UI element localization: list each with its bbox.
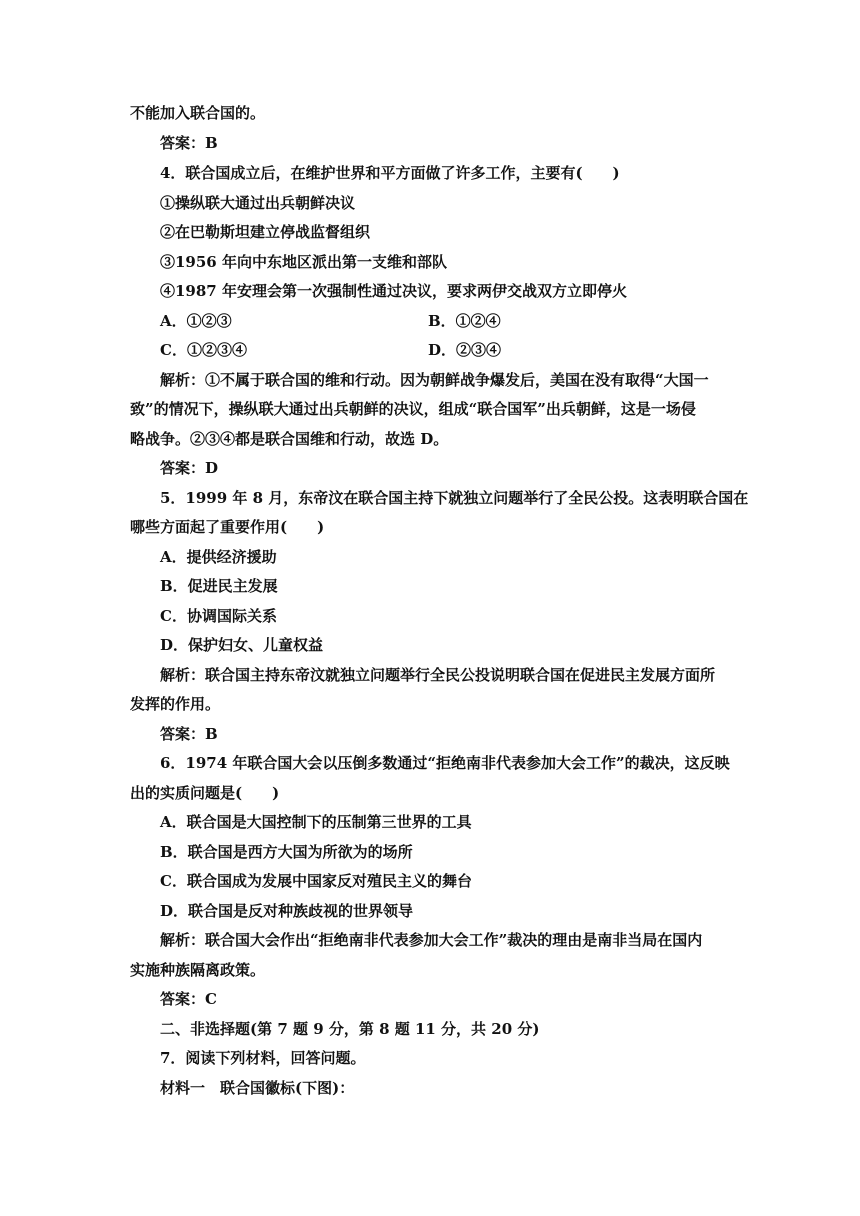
answer-line: 答案：B xyxy=(160,134,218,152)
question-4-item-4: ④1987 年安理会第一次强制性通过决议，要求两伊交战双方立即停火 xyxy=(160,282,627,300)
question-4-option-b: B．①②④ xyxy=(428,312,501,330)
question-5-stem: 5．1999 年 8 月，东帝汶在联合国主持下就独立问题举行了全民公投。这表明联合国在 xyxy=(160,489,749,507)
question-6-answer: 答案：C xyxy=(160,990,217,1008)
question-6-stem: 出的实质问题是( ) xyxy=(130,784,280,802)
question-5-stem: 哪些方面起了重要作用( ) xyxy=(130,518,325,536)
question-5-analysis: 发挥的作用。 xyxy=(130,695,221,713)
question-6-analysis: 实施种族隔离政策。 xyxy=(130,961,266,979)
section-heading: 二、非选择题(第 7 题 9 分，第 8 题 11 分，共 20 分) xyxy=(160,1020,540,1038)
question-4-analysis: 解析：①不属于联合国的维和行动。因为朝鲜战争爆发后，美国在没有取得“大国一 xyxy=(160,371,709,389)
question-5-option-d: D．保护妇女、儿童权益 xyxy=(160,636,324,654)
question-5-answer: 答案：B xyxy=(160,725,218,743)
question-4-item-1: ①操纵联大通过出兵朝鲜决议 xyxy=(160,194,356,212)
text-line: 不能加入联合国的。 xyxy=(130,104,266,122)
question-5-option-b: B．促进民主发展 xyxy=(160,577,278,595)
question-7-material-1: 材料一 联合国徽标(下图)： xyxy=(160,1079,355,1097)
question-4-answer: 答案：D xyxy=(160,459,219,477)
question-6-option-a: A．联合国是大国控制下的压制第三世界的工具 xyxy=(160,813,472,831)
question-6-stem: 6．1974 年联合国大会以压倒多数通过“拒绝南非代表参加大会工作”的裁决，这反映 xyxy=(160,754,730,772)
question-6-option-b: B．联合国是西方大国为所欲为的场所 xyxy=(160,843,413,861)
question-5-analysis: 解析：联合国主持东帝汶就独立问题举行全民公投说明联合国在促进民主发展方面所 xyxy=(160,666,716,684)
question-6-option-d: D．联合国是反对种族歧视的世界领导 xyxy=(160,902,414,920)
question-4-stem: 4．联合国成立后，在维护世界和平方面做了许多工作，主要有( ) xyxy=(160,164,620,182)
question-6-option-c: C．联合国成为发展中国家反对殖民主义的舞台 xyxy=(160,872,472,890)
question-6-analysis: 解析：联合国大会作出“拒绝南非代表参加大会工作”裁决的理由是南非当局在国内 xyxy=(160,931,703,949)
question-7-stem: 7．阅读下列材料，回答问题。 xyxy=(160,1049,366,1067)
question-4-analysis: 致”的情况下，操纵联大通过出兵朝鲜的决议，组成“联合国军”出兵朝鲜，这是一场侵 xyxy=(130,400,696,418)
question-5-option-c: C．协调国际关系 xyxy=(160,607,277,625)
question-4-option-a: A．①②③ xyxy=(160,312,232,330)
question-5-option-a: A．提供经济援助 xyxy=(160,548,277,566)
question-4-option-c: C．①②③④ xyxy=(160,341,247,359)
question-4-item-2: ②在巴勒斯坦建立停战监督组织 xyxy=(160,223,371,241)
question-4-option-d: D．②③④ xyxy=(428,341,502,359)
question-4-item-3: ③1956 年向中东地区派出第一支维和部队 xyxy=(160,253,447,271)
question-4-analysis: 略战争。②③④都是联合国维和行动，故选 D。 xyxy=(130,430,449,448)
